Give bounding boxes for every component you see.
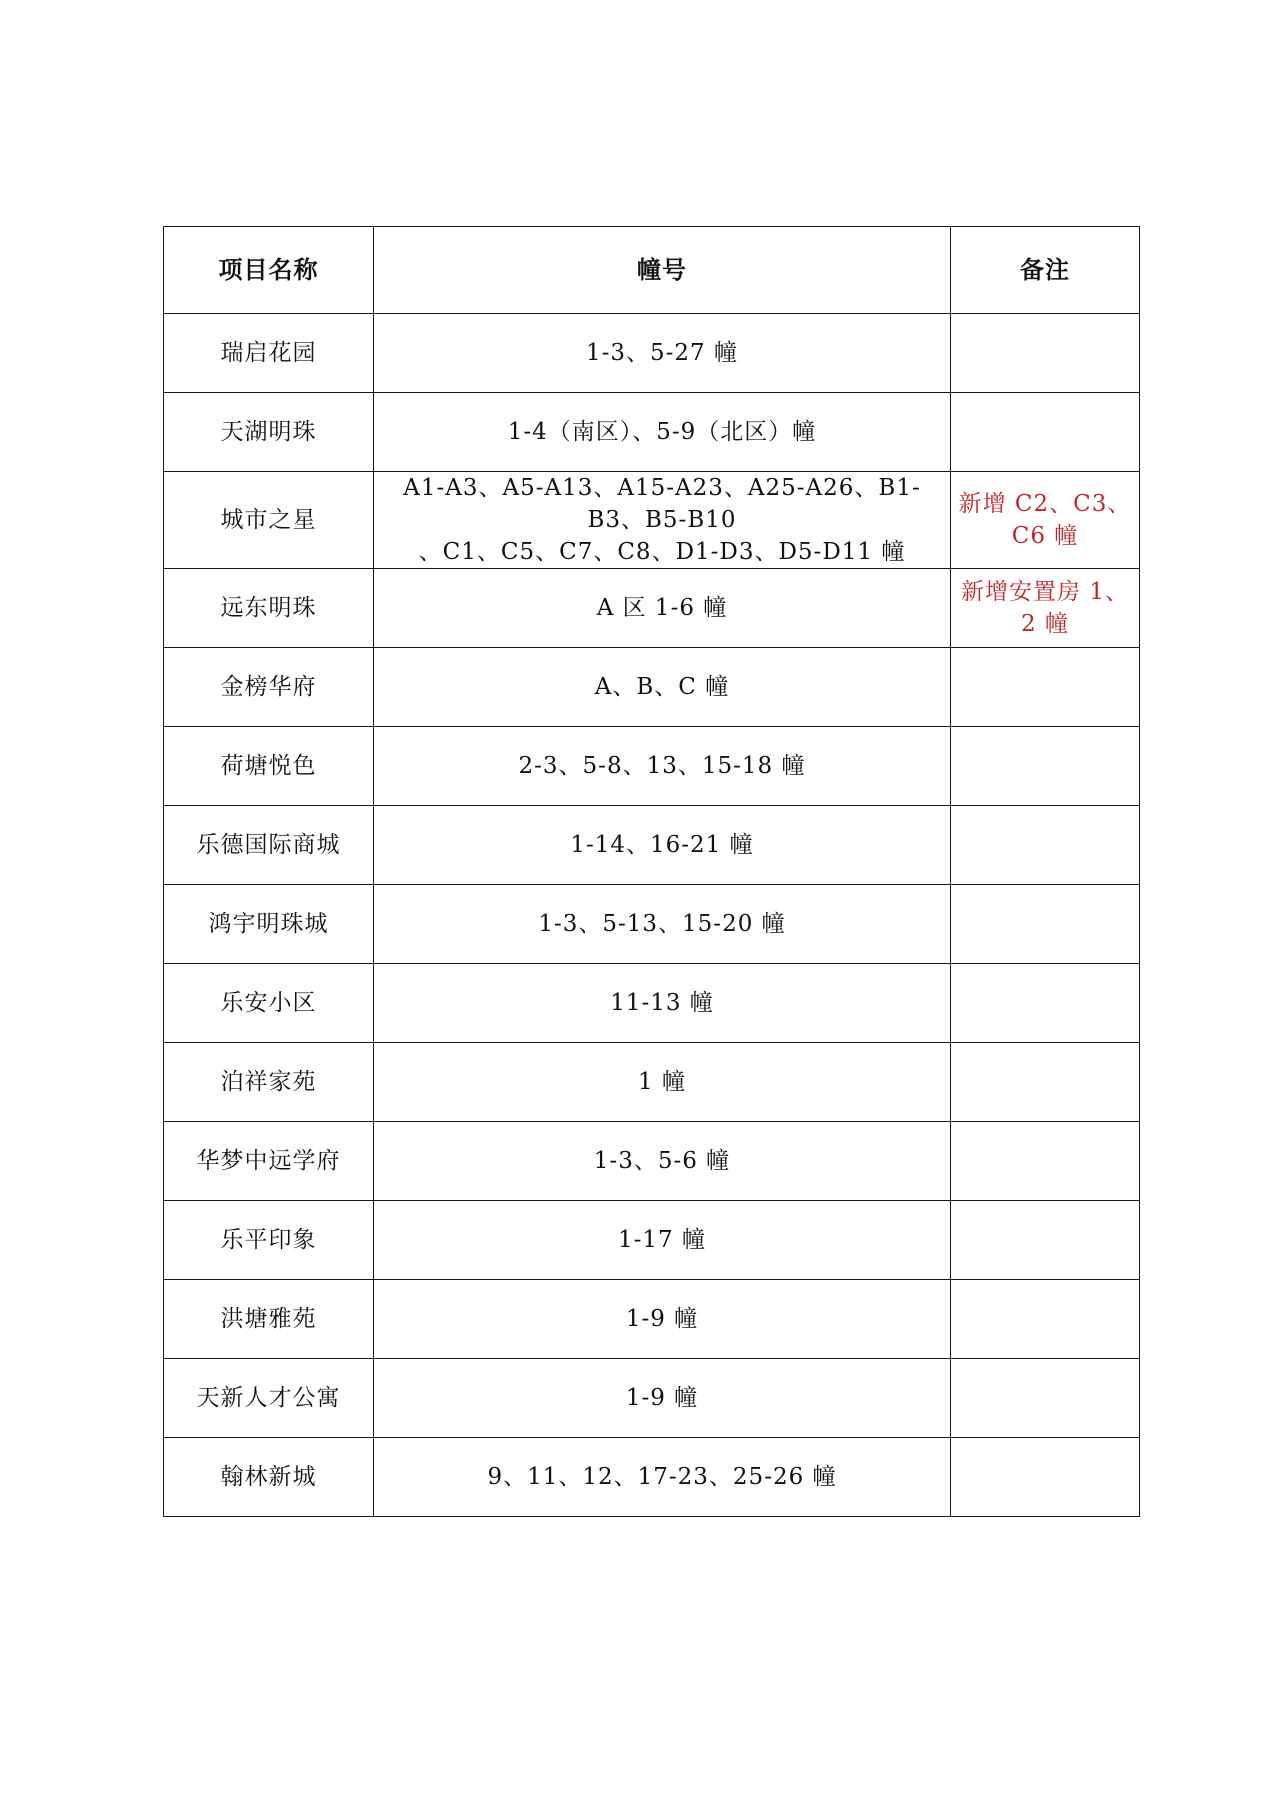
project-name-cell: 泊祥家苑 (164, 1043, 374, 1122)
table-row (164, 806, 1140, 885)
remark-cell (951, 314, 1140, 393)
table-row (164, 314, 1140, 393)
header-project-name: 项目名称 (164, 227, 374, 314)
remark-line: 新增 C2、C3、 (958, 491, 1132, 517)
building-cell: 11-13 幢 (374, 964, 951, 1043)
project-name-cell: 翰林新城 (164, 1438, 374, 1517)
project-name-cell: 鸿宇明珠城 (164, 885, 374, 964)
project-name-cell: 瑞启花园 (164, 314, 374, 393)
project-name-cell: 金榜华府 (164, 648, 374, 727)
remark-cell (951, 472, 1140, 569)
table-row (164, 885, 1140, 964)
remark-cell (951, 885, 1140, 964)
building-cell: 1 幢 (374, 1043, 951, 1122)
project-name-cell: 城市之星 (164, 472, 374, 569)
building-line: A1-A3、A5-A13、A15-A23、A25-A26、B1-B3、B5-B10 (403, 475, 921, 533)
building-line: 、C1、C5、C7、C8、D1-D3、D5-D11 幢 (418, 539, 906, 565)
building-cell: 1-3、5-27 幢 (374, 314, 951, 393)
table-row (164, 1043, 1140, 1122)
project-name-cell: 乐平印象 (164, 1201, 374, 1280)
table-row (164, 569, 1140, 648)
table-row (164, 648, 1140, 727)
building-cell (374, 472, 951, 569)
building-cell: 1-14、16-21 幢 (374, 806, 951, 885)
building-cell: 1-17 幢 (374, 1201, 951, 1280)
project-name-cell: 荷塘悦色 (164, 727, 374, 806)
remark-line: 2 幢 (1021, 611, 1069, 637)
remark-line: C6 幢 (1011, 523, 1079, 549)
project-name-cell: 天湖明珠 (164, 393, 374, 472)
building-cell: 1-3、5-6 幢 (374, 1122, 951, 1201)
building-cell: 2-3、5-8、13、15-18 幢 (374, 727, 951, 806)
building-cell: 1-9 幢 (374, 1359, 951, 1438)
project-name-cell: 洪塘雅苑 (164, 1280, 374, 1359)
remark-cell (951, 806, 1140, 885)
table-row (164, 964, 1140, 1043)
remark-cell (951, 393, 1140, 472)
table-row (164, 1280, 1140, 1359)
header-building-number: 幢号 (374, 227, 951, 314)
building-cell: 1-3、5-13、15-20 幢 (374, 885, 951, 964)
table-row (164, 472, 1140, 569)
building-cell: 1-9 幢 (374, 1280, 951, 1359)
remark-cell (951, 1043, 1140, 1122)
building-cell: A 区 1-6 幢 (374, 569, 951, 648)
project-name-cell: 乐德国际商城 (164, 806, 374, 885)
table-row (164, 727, 1140, 806)
table-header-row (164, 227, 1140, 314)
remark-cell (951, 727, 1140, 806)
table-row (164, 1122, 1140, 1201)
header-remark: 备注 (951, 227, 1140, 314)
building-table (163, 226, 1140, 1517)
remark-cell (951, 1122, 1140, 1201)
building-cell: 9、11、12、17-23、25-26 幢 (374, 1438, 951, 1517)
remark-cell (951, 1201, 1140, 1280)
remark-cell (951, 1359, 1140, 1438)
table-row (164, 1359, 1140, 1438)
building-cell: A、B、C 幢 (374, 648, 951, 727)
remark-cell (951, 964, 1140, 1043)
project-name-cell: 天新人才公寓 (164, 1359, 374, 1438)
remark-cell (951, 1438, 1140, 1517)
table-row (164, 1201, 1140, 1280)
remark-line: 新增安置房 1、 (961, 579, 1129, 605)
table-row (164, 1438, 1140, 1517)
remark-cell (951, 1280, 1140, 1359)
project-name-cell: 远东明珠 (164, 569, 374, 648)
project-name-cell: 华梦中远学府 (164, 1122, 374, 1201)
table-row (164, 393, 1140, 472)
building-cell: 1-4（南区）、5-9（北区）幢 (374, 393, 951, 472)
remark-cell (951, 648, 1140, 727)
remark-cell (951, 569, 1140, 648)
project-name-cell: 乐安小区 (164, 964, 374, 1043)
